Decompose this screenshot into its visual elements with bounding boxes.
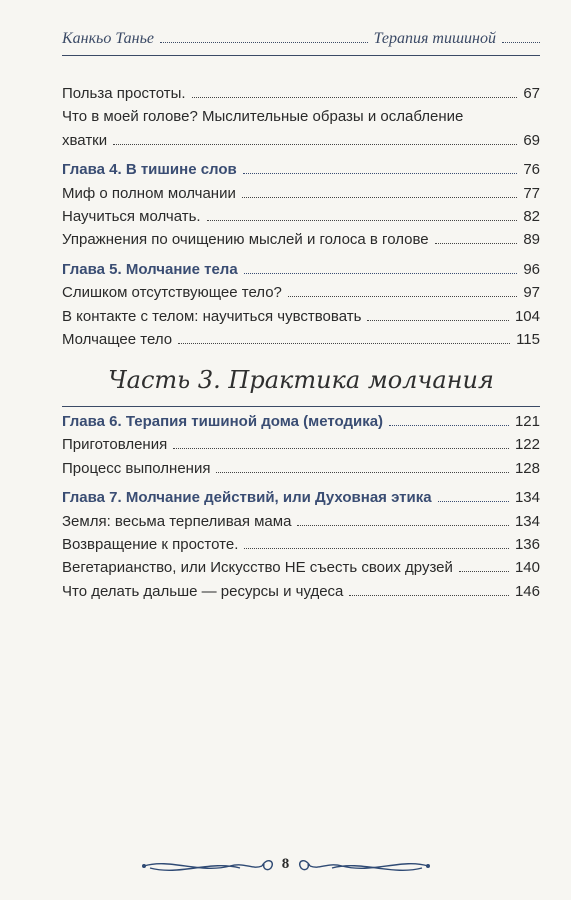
- toc-entry-text: Вегетарианство, или Искусство НЕ съесть своих друзей: [62, 559, 453, 577]
- toc-entry-text: Что в моей голове? Мыслительные образы и ослабление: [62, 108, 464, 126]
- toc-page-number: 134: [514, 489, 540, 507]
- toc-entry: [62, 305, 540, 328]
- toc-page-number: 146: [514, 582, 540, 600]
- toc-entry: [62, 457, 540, 480]
- toc-leader: [367, 320, 509, 321]
- toc-entry: [62, 182, 540, 205]
- toc-entry-text: Молчащее тело: [62, 330, 173, 348]
- toc-page-number: 104: [514, 307, 540, 325]
- toc-entry-text: Научиться молчать.: [62, 207, 201, 225]
- toc-leader: [435, 243, 518, 244]
- toc-section-top: [62, 82, 540, 351]
- toc-page-number: 136: [514, 535, 540, 553]
- toc-page-number: 128: [514, 459, 540, 477]
- page-number: 8: [281, 856, 290, 872]
- toc-entry-text: В контакте с телом: научиться чувствовать: [62, 307, 362, 325]
- toc-leader: [207, 220, 518, 221]
- toc-leader: [349, 595, 509, 596]
- toc-page-number: 122: [514, 436, 540, 454]
- part-heading: Часть 3. Практика молчания: [108, 366, 494, 394]
- running-header: [62, 30, 540, 48]
- toc-chapter-entry: [62, 258, 540, 281]
- toc-leader: [178, 343, 510, 344]
- toc-leader: [459, 571, 509, 572]
- toc-entry-text: Что делать дальше — ресурсы и чудеса: [62, 582, 344, 600]
- toc-chapter-entry: [62, 410, 540, 433]
- toc-entry: [62, 82, 540, 105]
- toc-entry-text: Глава 5. Молчание тела: [62, 260, 238, 278]
- toc-leader: [173, 448, 509, 449]
- toc-page-number: 140: [514, 559, 540, 577]
- toc-page-number: 97: [523, 284, 540, 302]
- toc-entry-continuation: хватки: [62, 131, 108, 149]
- header-author: Канкьо Танье: [62, 30, 154, 47]
- header-trail-leader: [502, 41, 540, 43]
- toc-entry-text: Польза простоты.: [62, 85, 186, 102]
- toc-leader: [216, 472, 509, 473]
- header-rule: [62, 55, 540, 56]
- toc-leader: [389, 425, 509, 426]
- toc-chapter-entry: [62, 486, 540, 509]
- toc-page-number: 82: [523, 207, 540, 225]
- part-rule: [62, 406, 540, 407]
- toc-entry: [62, 328, 540, 351]
- toc-leader: [438, 501, 509, 502]
- toc-entry: [62, 533, 540, 556]
- toc-entry: [62, 129, 540, 152]
- toc-page-number: 69: [523, 131, 540, 149]
- toc-entry-text: Упражнения по очищению мыслей и голоса в голове: [62, 231, 429, 249]
- toc-page-number: 77: [523, 184, 540, 202]
- toc-entry: [62, 556, 540, 579]
- toc-leader: [192, 97, 518, 98]
- toc-page-number: 115: [516, 330, 540, 348]
- toc-chapter-entry: [62, 158, 540, 181]
- toc-entry-text: Глава 7. Молчание действий, или Духовная этика: [62, 489, 432, 507]
- toc-leader: [244, 273, 518, 274]
- toc-leader: [242, 197, 517, 198]
- toc-page-number: 89: [523, 231, 540, 249]
- toc-entry-text: Процесс выполнения: [62, 459, 211, 477]
- toc-entry: [62, 228, 540, 251]
- toc-entry-text: Земля: весьма терпеливая мама: [62, 512, 292, 530]
- toc-entry-text: Слишком отсутствующее тело?: [62, 284, 282, 302]
- toc-entry: [62, 580, 540, 603]
- toc-entry-text: Глава 4. В тишине слов: [62, 161, 237, 179]
- header-title: Терапия тишиной: [373, 30, 496, 47]
- toc-page-number: 134: [514, 512, 540, 530]
- toc-page-number: 67: [523, 85, 540, 102]
- toc-page-number: 121: [514, 413, 540, 430]
- toc-entry: [62, 510, 540, 533]
- toc-leader: [243, 173, 518, 174]
- toc-section-bottom: [62, 410, 540, 603]
- toc-entry-text: Миф о полном молчании: [62, 184, 236, 202]
- toc-page-number: 76: [523, 161, 540, 179]
- toc-leader: [244, 548, 509, 549]
- toc-entry: [62, 205, 540, 228]
- toc-entry-text: Приготовления: [62, 436, 168, 454]
- toc-page-number: 96: [523, 260, 540, 278]
- toc-leader: [288, 296, 517, 297]
- toc-entry-text: Возвращение к простоте.: [62, 535, 239, 553]
- toc-leader: [113, 144, 517, 145]
- header-leader: [160, 41, 368, 43]
- toc-entry: [62, 281, 540, 304]
- toc-leader: [297, 525, 509, 526]
- toc-entry-text: Глава 6. Терапия тишиной дома (методика): [62, 413, 384, 430]
- toc-entry: [62, 433, 540, 456]
